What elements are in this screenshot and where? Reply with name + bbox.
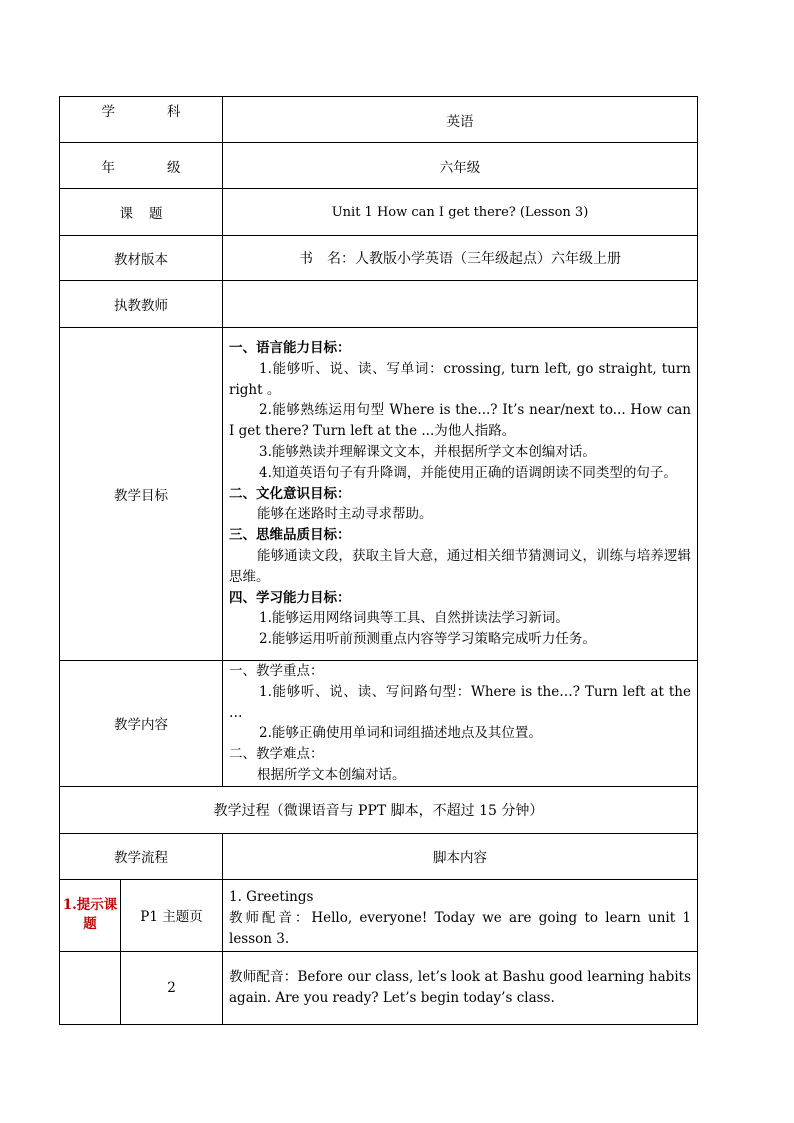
culture-goal-text: 能够在迷路时主动寻求帮助。 bbox=[257, 506, 433, 523]
script-column-header: 脚本内容 bbox=[223, 833, 698, 879]
grade-label bbox=[60, 143, 223, 189]
key-points-title: 一、教学重点： bbox=[229, 663, 324, 679]
language-goal-item-4: 4.知道英语句子有升降调，并能使用正确的语调朗读不同类型的句子。 bbox=[259, 464, 677, 481]
grade-value: 六年级 bbox=[223, 143, 698, 189]
thinking-goal-title: 三、思维品质目标： bbox=[229, 527, 351, 544]
key-point-item-1: 1.能够听、说、读、写问路句型：Where is the…? Turn left at the … bbox=[229, 683, 691, 721]
step-1-label: 1.提示课题 bbox=[60, 879, 121, 951]
process-header-row bbox=[60, 833, 698, 879]
culture-goal-title: 二、文化意识目标： bbox=[229, 485, 351, 502]
content-row bbox=[60, 661, 698, 787]
textbook-value: 书 名：人教版小学英语（三年级起点）六年级上册 bbox=[223, 236, 698, 281]
lesson-plan-table bbox=[59, 96, 698, 1025]
topic-value: Unit 1 How can I get there? (Lesson 3) bbox=[223, 189, 698, 236]
teacher-row bbox=[60, 281, 698, 328]
p2-text: 教师配音：Before our class, let’s look at Bashu good learning habits again. Are you ready? Let’s begin today’s class. bbox=[229, 968, 691, 1006]
learning-goal-item-1: 1.能够运用网络词典等工具、自然拼读法学习新词。 bbox=[259, 610, 569, 627]
language-goal-item-1: 1.能够听、说、读、写单词：crossing, turn left, go straight, turn right 。 bbox=[229, 360, 691, 398]
thinking-goal-text: 能够通读文段，获取主旨大意，通过相关细节猜测词义，训练与培养逻辑思维。 bbox=[229, 547, 691, 585]
p1-script bbox=[223, 879, 698, 951]
textbook-label: 教材版本 bbox=[60, 236, 223, 281]
difficult-points-title: 二、教学难点： bbox=[229, 746, 324, 763]
content-body bbox=[223, 661, 698, 787]
process-title-row bbox=[60, 786, 698, 833]
goals-row bbox=[60, 328, 698, 661]
language-goal-title: 一、语言能力目标： bbox=[229, 340, 351, 357]
subject-row bbox=[60, 97, 698, 143]
grade-label-a: 年 bbox=[101, 159, 115, 176]
topic-label bbox=[60, 189, 223, 236]
goals-content bbox=[223, 328, 698, 661]
flow-column-header: 教学流程 bbox=[60, 833, 223, 879]
difficult-point-text: 根据所学文本创编对话。 bbox=[257, 766, 406, 783]
step-p2-row bbox=[60, 951, 698, 1024]
p1-text: 教师配音：Hello, everyone! Today we are going to learn unit 1 lesson 3. bbox=[229, 909, 691, 947]
subject-value: 英语 bbox=[223, 97, 698, 143]
topic-label-b: 题 bbox=[149, 206, 163, 222]
language-goal-item-2: 2.能够熟练运用句型 Where is the...? It’s near/next to... How can I get there? Turn left at the ...为他人指路。 bbox=[229, 402, 691, 440]
grade-row bbox=[60, 143, 698, 189]
content-label: 教学内容 bbox=[60, 661, 223, 787]
process-title: 教学过程（微课语音与 PPT 脚本，不超过 15 分钟） bbox=[60, 786, 698, 833]
learning-goal-item-2: 2.能够运用听前预测重点内容等学习策略完成听力任务。 bbox=[259, 631, 596, 648]
teacher-label: 执教教师 bbox=[60, 281, 223, 328]
subject-label-b: 科 bbox=[167, 104, 181, 120]
p2-script bbox=[223, 951, 698, 1024]
language-goal-item-3: 3.能够熟读并理解课文文本，并根据所学文本创编对话。 bbox=[259, 444, 596, 460]
step-2-empty bbox=[60, 951, 121, 1024]
topic-label-a: 课 bbox=[119, 206, 133, 222]
goals-label: 教学目标 bbox=[60, 328, 223, 661]
topic-row bbox=[60, 189, 698, 236]
subject-label bbox=[60, 97, 223, 143]
grade-label-b: 级 bbox=[167, 159, 181, 176]
learning-goal-title: 四、学习能力目标： bbox=[229, 589, 351, 606]
p2-slide-label: 2 bbox=[121, 951, 223, 1024]
key-point-item-2: 2.能够正确使用单词和词组描述地点及其位置。 bbox=[259, 725, 542, 742]
textbook-row bbox=[60, 236, 698, 281]
p1-heading: 1. Greetings bbox=[229, 889, 314, 906]
subject-label-a: 学 bbox=[101, 104, 115, 120]
teacher-value bbox=[223, 281, 698, 328]
p1-slide-label: P1 主题页 bbox=[121, 879, 223, 951]
step-p1-row bbox=[60, 879, 698, 951]
